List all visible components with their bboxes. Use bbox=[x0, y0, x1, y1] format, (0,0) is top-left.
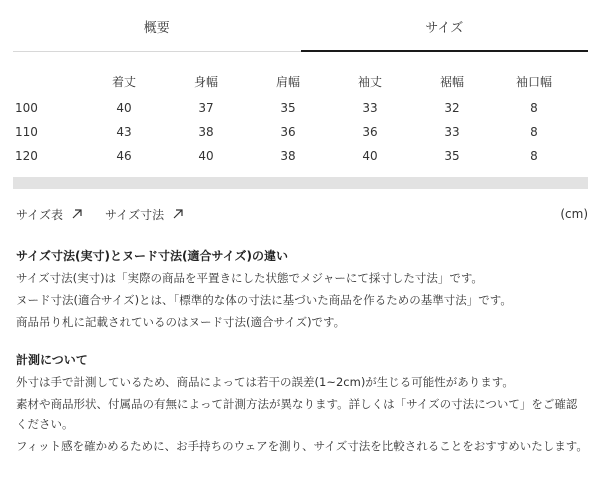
unit-label: (cm) bbox=[560, 207, 588, 221]
table-cell: 33 bbox=[362, 101, 378, 115]
size-measure-link[interactable] bbox=[105, 206, 184, 223]
table-row bbox=[13, 120, 588, 144]
table-cell: 32 bbox=[444, 101, 460, 115]
tab-underline bbox=[13, 51, 301, 52]
tab-size[interactable] bbox=[301, 0, 589, 52]
external-arrow-icon bbox=[172, 208, 184, 220]
notes-line: ヌード寸法(適合サイズ)とは、「標準的な体の寸法に基づいた商品を作るための基準寸法」です。 bbox=[16, 293, 512, 307]
table-row bbox=[13, 144, 588, 168]
notes-line: 外寸は手で計測しているため、商品によっては若干の誤差(1~2cm)が生じる可能性があります。 bbox=[16, 375, 514, 389]
notes-section2-title: 計測について bbox=[16, 353, 88, 367]
size-notes bbox=[16, 246, 588, 458]
tab-size-label: サイズ bbox=[425, 20, 464, 36]
table-cell: 35 bbox=[280, 101, 296, 115]
table-cell: 38 bbox=[198, 125, 214, 139]
table-cell: 8 bbox=[530, 149, 538, 163]
table-cell: 35 bbox=[444, 149, 460, 163]
table-cell: 46 bbox=[116, 149, 132, 163]
table-header-cell: 着丈 bbox=[111, 74, 136, 89]
table-cell: 110 bbox=[15, 125, 38, 139]
external-arrow-icon bbox=[71, 208, 83, 220]
tab-bar bbox=[13, 0, 588, 52]
table-cell: 8 bbox=[530, 101, 538, 115]
notes-line: 商品吊り札に記載されているのはヌード寸法(適合サイズ)です。 bbox=[16, 315, 346, 329]
notes-line: フィット感を確かめるために、お手持ちのウェアを測り、サイズ寸法を比較されることをおすすめいたします。 bbox=[16, 439, 588, 453]
tab-overview[interactable] bbox=[13, 0, 301, 52]
table-cell: 36 bbox=[362, 125, 378, 139]
size-table bbox=[13, 66, 588, 168]
horizontal-scrollbar[interactable] bbox=[13, 177, 588, 189]
size-links-row bbox=[16, 204, 588, 224]
table-cell: 38 bbox=[280, 149, 296, 163]
table-cell: 8 bbox=[530, 125, 538, 139]
size-chart-link-label: サイズ表 bbox=[16, 207, 64, 222]
table-header-row bbox=[13, 66, 588, 96]
table-header-cell: 身幅 bbox=[193, 74, 218, 89]
notes-section1-title: サイズ寸法(実寸)とヌード寸法(適合サイズ)の違い bbox=[16, 249, 289, 263]
table-header-cell: 袖丈 bbox=[357, 74, 382, 89]
table-header-cell: 袖口幅 bbox=[515, 74, 552, 89]
size-chart-link[interactable] bbox=[16, 206, 83, 223]
size-measure-link-label: サイズ寸法 bbox=[105, 207, 165, 222]
table-cell: 40 bbox=[198, 149, 214, 163]
table-header-cell: 裾幅 bbox=[439, 74, 464, 89]
tab-active-underline bbox=[301, 50, 589, 52]
notes-line: 素材や商品形状、付属品の有無によって計測方法が異なります。詳しくは「サイズの寸法について」をご確認ください。 bbox=[16, 397, 578, 431]
table-cell: 40 bbox=[362, 149, 378, 163]
notes-line: サイズ寸法(実寸)は「実際の商品を平置きにした状態でメジャーにて採寸した寸法」です。 bbox=[16, 271, 483, 285]
table-cell: 37 bbox=[198, 101, 214, 115]
tab-overview-label: 概要 bbox=[143, 20, 170, 36]
table-row bbox=[13, 96, 588, 120]
table-cell: 40 bbox=[116, 101, 132, 115]
table-cell: 43 bbox=[116, 125, 132, 139]
table-cell: 36 bbox=[280, 125, 296, 139]
table-cell: 100 bbox=[15, 101, 38, 115]
table-header-cell: 肩幅 bbox=[275, 74, 300, 89]
table-cell: 33 bbox=[444, 125, 460, 139]
table-cell: 120 bbox=[15, 149, 38, 163]
